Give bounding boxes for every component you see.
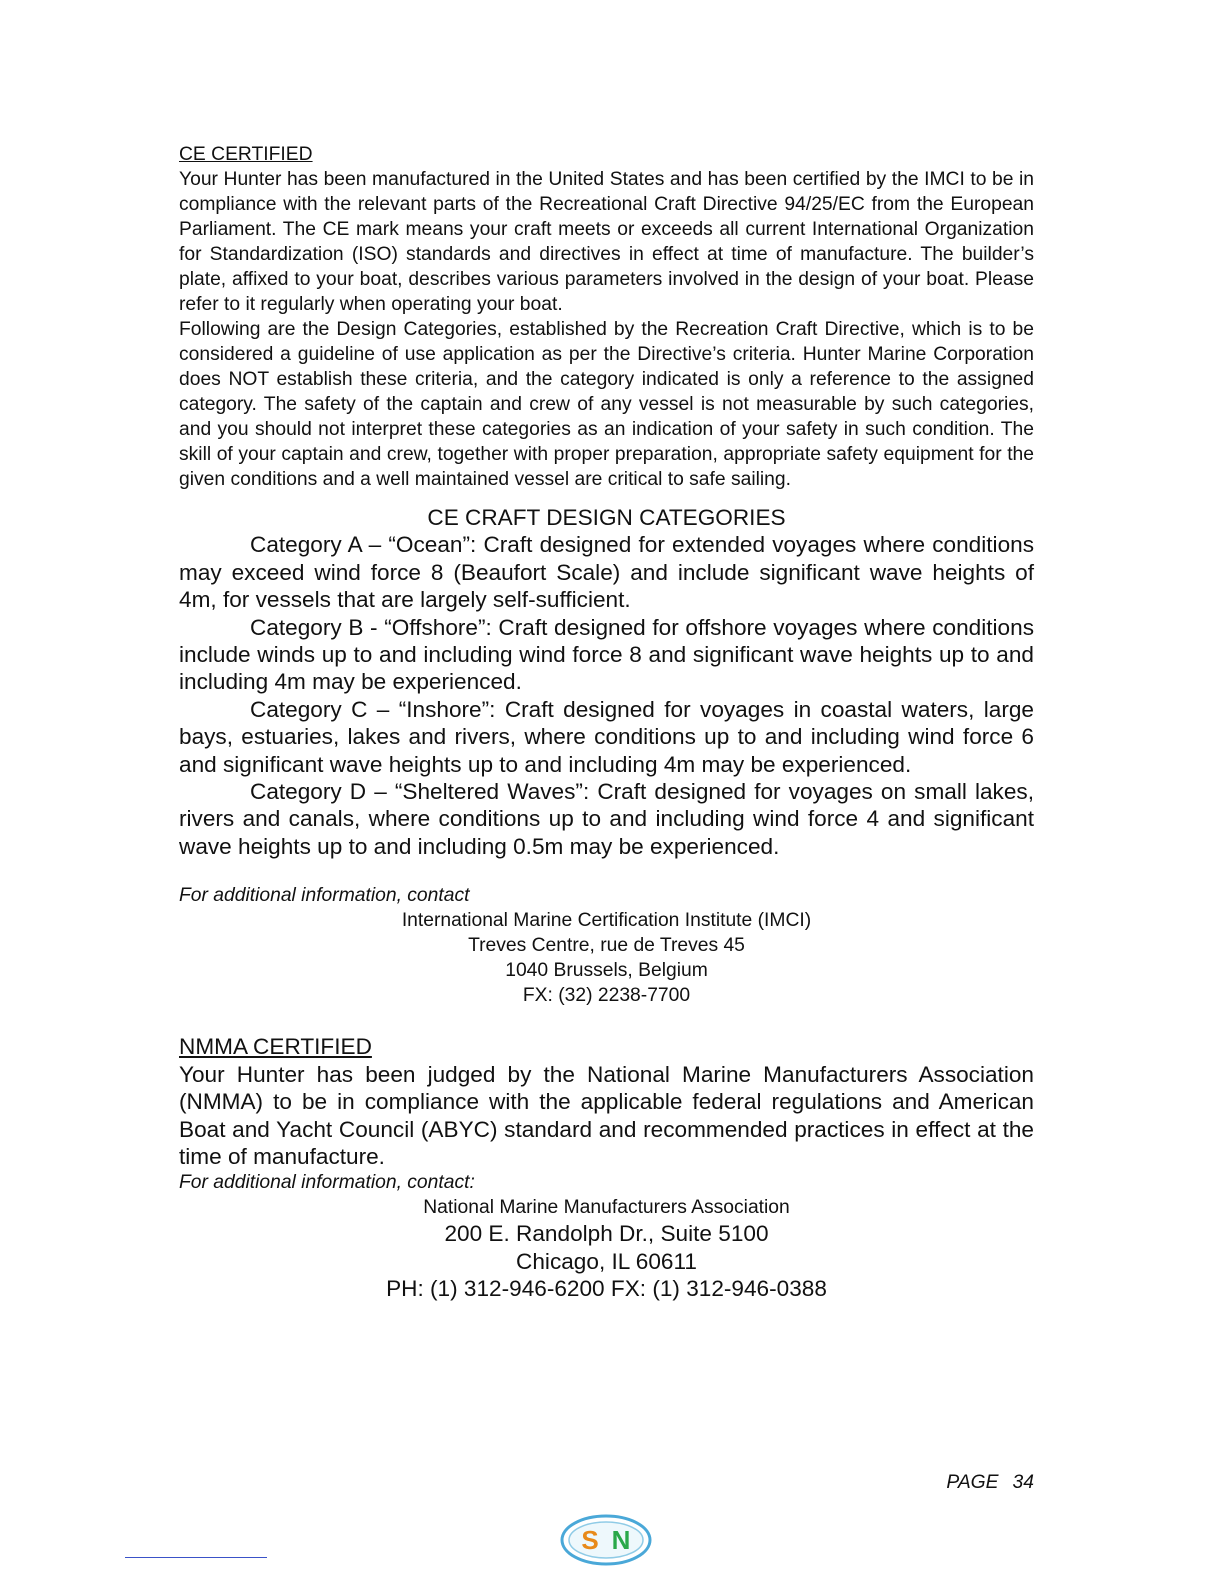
imci-street: Treves Centre, rue de Treves 45 bbox=[468, 935, 745, 957]
category-a: Category A – “Ocean”: Craft designed for extended voyages where conditions may exceed wind force 8 (Beaufort Scale) and include significant wave heights of 4m, for vessels that are largely self-sufficient. bbox=[179, 532, 1034, 613]
sn-logo-icon bbox=[558, 1513, 654, 1567]
logo-letter-s: S bbox=[581, 1525, 599, 1555]
document-page bbox=[179, 142, 1034, 1303]
nmma-contact-intro: For additional information, contact: bbox=[179, 1172, 475, 1194]
category-b: Category B - “Offshore”: Craft designed for offshore voyages where conditions include winds up to and including wind force 8 and significant wave heights up to and including 4m may be experienced. bbox=[179, 614, 1034, 695]
nmma-street: 200 E. Randolph Dr., Suite 5100 bbox=[444, 1221, 769, 1247]
categories-title: CE CRAFT DESIGN CATEGORIES bbox=[427, 505, 786, 530]
imci-contact-intro: For additional information, contact bbox=[179, 885, 470, 907]
nmma-phone: PH: (1) 312-946-6200 FX: (1) 312-946-0388 bbox=[386, 1276, 827, 1302]
category-c: Category C – “Inshore”: Craft designed for voyages in coastal waters, large bays, estuaries, lakes and rivers, where conditions up to and including wind force 6 and significant wave heights up to and including 4m may be experienced. bbox=[179, 696, 1034, 777]
category-d: Category D – “Sheltered Waves”: Craft designed for voyages on small lakes, rivers and canals, where conditions up to and including wind force 4 and significant wave heights up to and including 0.5m may be experienced. bbox=[179, 779, 1034, 859]
imci-city: 1040 Brussels, Belgium bbox=[505, 960, 708, 982]
nmma-paragraph: Your Hunter has been judged by the National Marine Manufacturers Association (NMMA) to be in compliance with the applicable federal regulations and American Boat and Yacht Council (ABYC) standard and recommended practices in effect at the time of manufacture. bbox=[179, 1061, 1034, 1169]
ce-paragraph-1: Your Hunter has been manufactured in the United States and has been certified by the IMCI to be in compliance with the relevant parts of the Recreational Craft Directive 94/25/EC from the European Parliament. The CE mark means your craft meets or exceeds all current International Organization for Standardization (ISO) standards and directives in effect at time of manufacture. The builder’s plate, affixed to your boat, describes various parameters involved in the design of your boat. Please refer to it regularly when operating your boat. bbox=[179, 169, 1034, 315]
nmma-city: Chicago, IL 60611 bbox=[516, 1248, 697, 1274]
page-label: PAGE bbox=[946, 1472, 999, 1493]
page-number bbox=[946, 1472, 1034, 1494]
ce-certified-heading: CE CERTIFIED bbox=[179, 144, 313, 165]
logo-letter-n: N bbox=[611, 1525, 631, 1555]
nmma-name: National Marine Manufacturers Association bbox=[423, 1197, 790, 1219]
imci-fax: FX: (32) 2238-7700 bbox=[522, 985, 691, 1007]
nmma-certified-heading: NMMA CERTIFIED bbox=[179, 1034, 372, 1060]
ce-paragraph-2: Following are the Design Categories, established by the Recreation Craft Directive, which is to be considered a guideline of use application as per the Directive’s criteria. Hunter Marine Corporation does NOT establish these criteria, and the category indicated is only a reference to the assigned category. The safety of the captain and crew of any vessel is not measurable by such categories, and you should not interpret these categories as an indication of your safety in such condition. The skill of your captain and crew, together with proper preparation, appropriate safety equipment for the given conditions and a well maintained vessel are critical to safe sailing. bbox=[179, 319, 1034, 490]
footer-link-line bbox=[125, 1557, 267, 1558]
page-number-value: 34 bbox=[1012, 1472, 1034, 1493]
imci-name: International Marine Certification Institute (IMCI) bbox=[401, 910, 812, 932]
